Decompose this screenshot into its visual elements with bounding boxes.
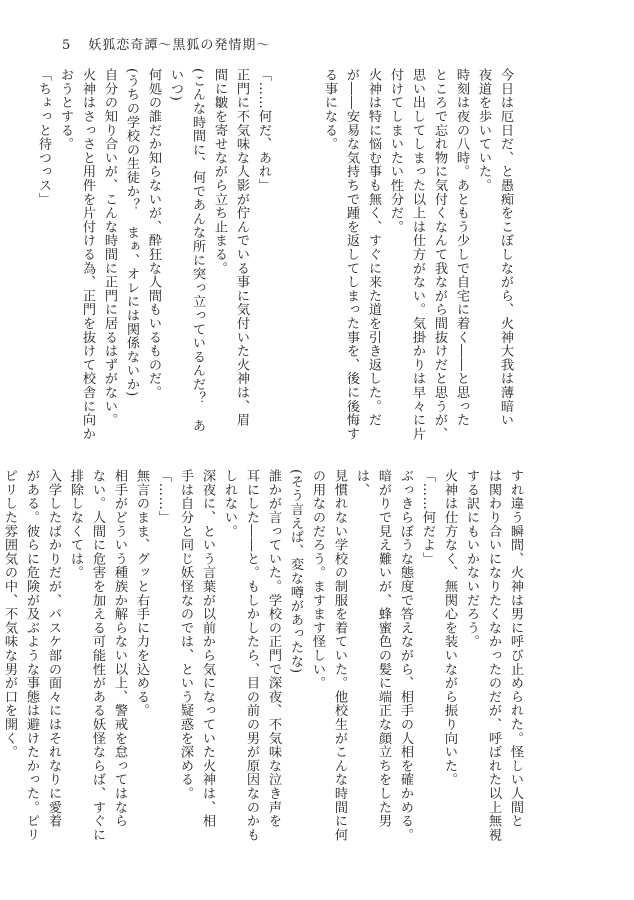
text-line: ところで忘れ物に気付くなんて我ながら間抜けだと思うが、	[432, 68, 447, 441]
text-line: 手は自分と同じ妖怪なのでは、という疑惑を深める。	[178, 469, 193, 801]
text-line: 「……」	[156, 469, 171, 525]
text-line: しれない。	[222, 469, 237, 538]
page-number: 5	[62, 38, 72, 53]
text-line: 「……何だ、あれ」	[256, 68, 271, 193]
text-line: 正門に不気味な人影が佇んでいる事に気付いた火神は、眉	[234, 68, 249, 427]
page-header	[62, 34, 270, 53]
text-line: 排除しなくては。	[68, 469, 83, 580]
text-line: 耳にした――と。もしかしたら、目の前の男が原因なのかも	[244, 469, 259, 842]
text-line: が――安易な気持ちで踵を返してしまった事を、後に後悔す	[344, 68, 359, 441]
text-line: 今日は厄日だ、と愚痴をこぼしながら、火神大我は薄暗い	[498, 68, 513, 427]
text-line: は関わり合いになりたくなかったのだが、呼ばれた以上無視	[486, 469, 501, 842]
text-line: 「……何だよ」	[420, 469, 435, 566]
text-line: (こんな時間に、何であんな所に突っ立っているんだ？ あ	[190, 68, 205, 433]
text-line: 何処の誰だか知らないが、酔狂な人間もいるものだ。	[146, 68, 161, 400]
upper-text-block	[36, 68, 516, 446]
text-line: ぶっきらぼうな態度で答えながら、相手の人相を確かめる。	[398, 469, 413, 842]
text-line: 付けてしまいたい性分だ。	[388, 68, 403, 234]
text-line: 無言のまま、グッと右手に力を込める。	[134, 469, 149, 718]
text-line: 火神はさっさと用件を片付ける為、正門を抜けて校舎に向か	[80, 68, 95, 441]
text-line: 暗がりで見え難いが、蜂蜜色の髪に端正な顔立ちをした男は、	[354, 469, 391, 828]
lower-text-block	[2, 469, 526, 847]
text-line	[274, 68, 296, 446]
text-line: (そう言えば、変な噂があったな)	[288, 469, 303, 674]
text-line: 深夜に、という言葉が以前から気になっていた火神は、相	[200, 469, 215, 828]
text-line: おうとする。	[58, 68, 73, 151]
text-line: ない。人間に危害を加える可能性がある妖怪ならば、すぐに	[90, 469, 105, 842]
text-line: 思い出してしまった以上は仕方がない。気掛かりは早々に片	[410, 68, 425, 441]
text-line: 見慣れない学校の制服を着ていた。他校生がこんな時間に何	[332, 469, 347, 842]
text-line: 自分の知り合いが、こんな時間に正門に居るはずがない。	[102, 68, 117, 427]
text-line: ピリした雰囲気の中、不気味な男が口を開く。	[2, 469, 17, 759]
text-line: 時刻は夜の八時。あともう少しで自宅に着く――と思った	[454, 68, 469, 427]
text-line: いつ)	[168, 68, 183, 102]
book-title: 妖狐恋奇譚〜黒狐の発情期〜	[88, 38, 271, 53]
text-line: 夜道を歩いていた。	[476, 68, 491, 193]
text-line: する訳にもいかないだろう。	[464, 469, 479, 649]
text-line	[296, 68, 318, 446]
text-line: 火神は特に悩む事も無く、すぐに来た道を引き返した。だ	[366, 68, 381, 427]
text-line: る事になる。	[322, 68, 337, 151]
text-line: (うちの学校の生徒か？ まぁ、オレには関係ないか)	[124, 68, 139, 397]
text-line: の用なのだろう。ますます怪しい。	[310, 469, 325, 690]
text-line: 入学したばかりだが、バスケ部の面々にはそれなりに愛着	[46, 469, 61, 828]
text-line: 火神は仕方なく、無関心を装いながら振り向いた。	[442, 469, 457, 787]
text-line: 「ちょっと待つっス」	[36, 68, 51, 206]
text-line: すれ違う瞬間、火神は男に呼び止められた。怪しい人間と	[508, 469, 523, 828]
text-line: 相手がどういう種族か解らない以上、警戒を怠ってはなら	[112, 469, 127, 828]
text-line: がある。彼らに危険が及ぶような事態は避けたかった。ピリ	[24, 469, 39, 842]
text-line: 誰かが言っていた。学校の正門で深夜、不気味な泣き声を	[266, 469, 281, 828]
text-line: 間に皺を寄せながら立ち止まる。	[212, 68, 227, 275]
